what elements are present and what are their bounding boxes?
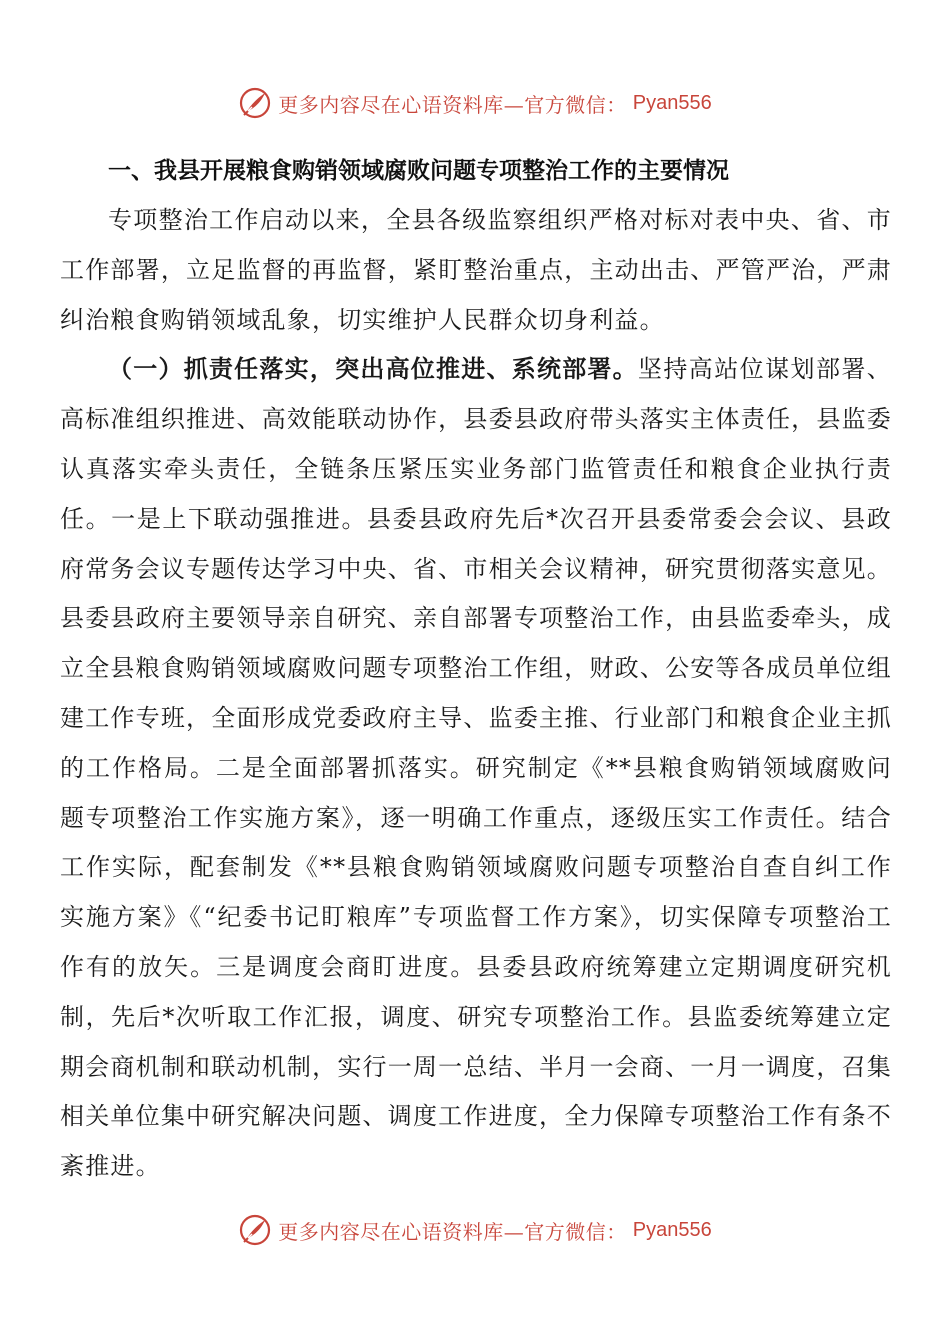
- paragraph-responsibility: [60, 345, 892, 1192]
- footer-watermark-banner: [0, 1210, 950, 1250]
- document-body: [60, 146, 892, 1192]
- banner-wechat-id: Pyan556: [632, 91, 712, 114]
- banner-text: 更多内容尽在心语资料库—官方微信：: [278, 92, 627, 117]
- paragraph-intro: 专项整治工作启动以来，全县各级监察组织严格对标对表中央、省、市工作部署，立足监督的再监督，紧盯整治重点，主动出击、严管严治，严肃纠治粮食购销领域乱象，切实维护人民群众切身利益。: [60, 206, 892, 334]
- banner-text: 更多内容尽在心语资料库—官方微信：: [278, 1219, 627, 1244]
- header-watermark-banner: [0, 83, 950, 123]
- paragraph-lead: （一）抓责任落实，突出高位推进、系统部署。: [108, 355, 638, 384]
- section-heading: 一、我县开展粮食购销领域腐败问题专项整治工作的主要情况: [108, 158, 729, 184]
- paragraph-body: 坚持高站位谋划部署、高标准组织推进、高效能联动协作，县委县政府带头落实主体责任，县监委认真落实牵头责任，全链条压紧压实业务部门监管责任和粮食企业执行责任。一是上下联动强推进。县委县政府先后*次召开县委常委会会议、县政府常务会议专题传达学习中央、省、市相关会议精神，研究贯彻落实意见。县委县政府主要领导亲自研究、亲自部署专项整治工作，由县监委牵头，成立全县粮食购销领域腐败问题专项整治工作组，财政、公安等各成员单位组建工作专班，全面形成党委政府主导、监委主推、行业部门和粮食企业主抓的工作格局。二是全面部署抓落实。研究制定《**县粮食购销领域腐败问题专项整治工作实施方案》，逐一明确工作重点，逐级压实工作责任。结合工作实际，配套制发《**县粮食购销领域腐败问题专项整治自查自纠工作实施方案》《“纪委书记盯粮库”专项监督工作方案》，切实保障专项整治工作有的放矢。三是调度会商盯进度。县委县政府统筹建立定期调度研究机制，先后*次听取工作汇报，调度、研究专项整治工作。县监委统筹建立定期会商机制和联动机制，实行一周一总结、半月一会商、一月一调度，召集相关单位集中研究解决问题、调度工作进度，全力保障专项整治工作有条不紊推进。: [60, 355, 893, 1181]
- quill-logo-icon: [238, 86, 272, 120]
- quill-logo-icon: [238, 1213, 272, 1247]
- banner-wechat-id: Pyan556: [632, 1218, 712, 1241]
